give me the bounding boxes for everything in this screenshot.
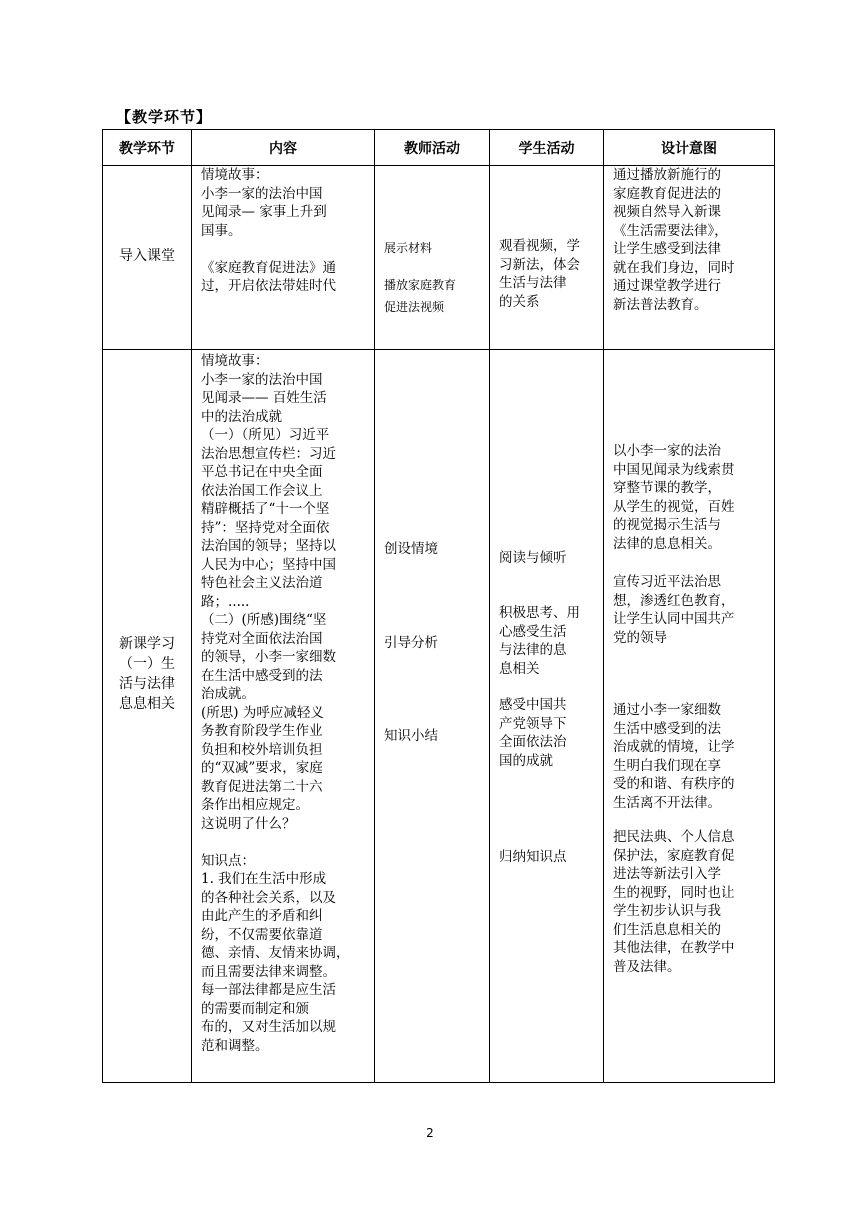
student-activity: 积极思考、用 心感受生活 与法律的息 息相关 <box>499 605 580 677</box>
design-intent: 通过播放新施行的 家庭教育促进法的 视频自然导入新课 《生活需要法律》， 让学生感受到法律 就在我们身边，同时 通过课堂教学进行 新法普法教育。 <box>613 167 735 313</box>
table-header-row <box>103 130 775 166</box>
student-activity: 观看视频，学 习新法，体会 生活与法律 的关系 <box>499 238 580 310</box>
header-intent: 设计意图 <box>604 130 775 166</box>
design-intent: 把民法典、个人信息 保护法，家庭教育促 进法等新法引入学 生的视野，同时也让 学生初步认识与我 们生活息息相关的 其他法律，在教学中 普及法律。 <box>613 829 735 975</box>
intent-cell <box>604 166 775 350</box>
student-cell <box>490 350 604 1083</box>
stage-label: 新课学习 （一）生 活与法律 息息相关 <box>119 636 175 712</box>
stage-label: 导入课堂 <box>119 248 175 264</box>
section-title: 【教学环节】 <box>116 108 213 126</box>
student-activity: 阅读与倾听 <box>499 550 567 566</box>
content-cell <box>192 350 375 1083</box>
page-number: 2 <box>426 1126 434 1140</box>
stage-cell <box>103 166 192 350</box>
header-stage: 教学环节 <box>103 130 192 166</box>
header-teacher: 教师活动 <box>375 130 490 166</box>
lesson-table <box>102 129 775 1083</box>
table-row <box>103 350 775 1083</box>
header-content: 内容 <box>192 130 375 166</box>
student-activity: 归纳知识点 <box>499 849 567 865</box>
table-row <box>103 166 775 350</box>
teacher-cell <box>375 350 490 1083</box>
design-intent: 通过小李一家细数 生活中感受到的法 治成就的情境，让学 生明白我们现在享 受的和谐、有秩序的 生活离不开法律。 <box>613 702 735 811</box>
content-cell <box>192 166 375 350</box>
teacher-activity: 引导分析 <box>384 635 438 651</box>
content-text: 情境故事： 小李一家的法治中国 见闻录— 家事上升到 国事。 《家庭教育促进法》通 过，开启依法带娃时代 <box>201 167 336 294</box>
design-intent: 以小李一家的法治 中国见闻录为线索贯 穿整节课的教学， 从学生的视觉，百姓 的视觉揭示生活与 法律的息息相关。 <box>613 443 735 552</box>
teacher-activity: 创设情境 <box>384 541 438 557</box>
header-student: 学生活动 <box>490 130 604 166</box>
student-cell <box>490 166 604 350</box>
teacher-activity: 知识小结 <box>384 728 438 744</box>
teacher-activity: 播放家庭教育 促进法视频 <box>384 278 457 314</box>
teacher-cell <box>375 166 490 350</box>
student-activity: 感受中国共 产党领导下 全面依法治 国的成就 <box>499 697 567 769</box>
content-text: 情境故事： 小李一家的法治中国 见闻录—— 百姓生活 中的法治成就 （一）（所见）习近平 法治思想宣传栏：习近 平总书记在中央全面 依法治国工作会议上 精辟概括了“十一个坚 持”：坚持党对全面依 法治国的领导；坚持以 人民为中心；坚持中国 特色社会主义法治道 路；..... （二）(所感)围绕“坚 持党对全面依法治国 的领导，小李一家细数 在生活中感受到的法 治成就。 (所思) 为呼应减轻义 务教育阶段学生作业 负担和校外培训负担 的“双减”要求，家庭 教育促进法第二十六 条作出相应规定。 这说明了什么？ 知识点： 1. 我们在生活中形成 的各种社会关系，以及 由此产生的矛盾和纠 纷，不仅需要依靠道 德、亲情、友情来协调， 而且需要法律来调整。 每一部法律都是应生活 的需要而制定和颁 布的，又对生活加以规 范和调整。 <box>201 353 350 1054</box>
teacher-activity: 展示材料 <box>384 241 433 255</box>
design-intent: 宣传习近平法治思 想，渗透红色教育， 让学生认同中国共产 党的领导 <box>613 574 735 646</box>
intent-cell <box>604 350 775 1083</box>
stage-cell <box>103 350 192 1083</box>
